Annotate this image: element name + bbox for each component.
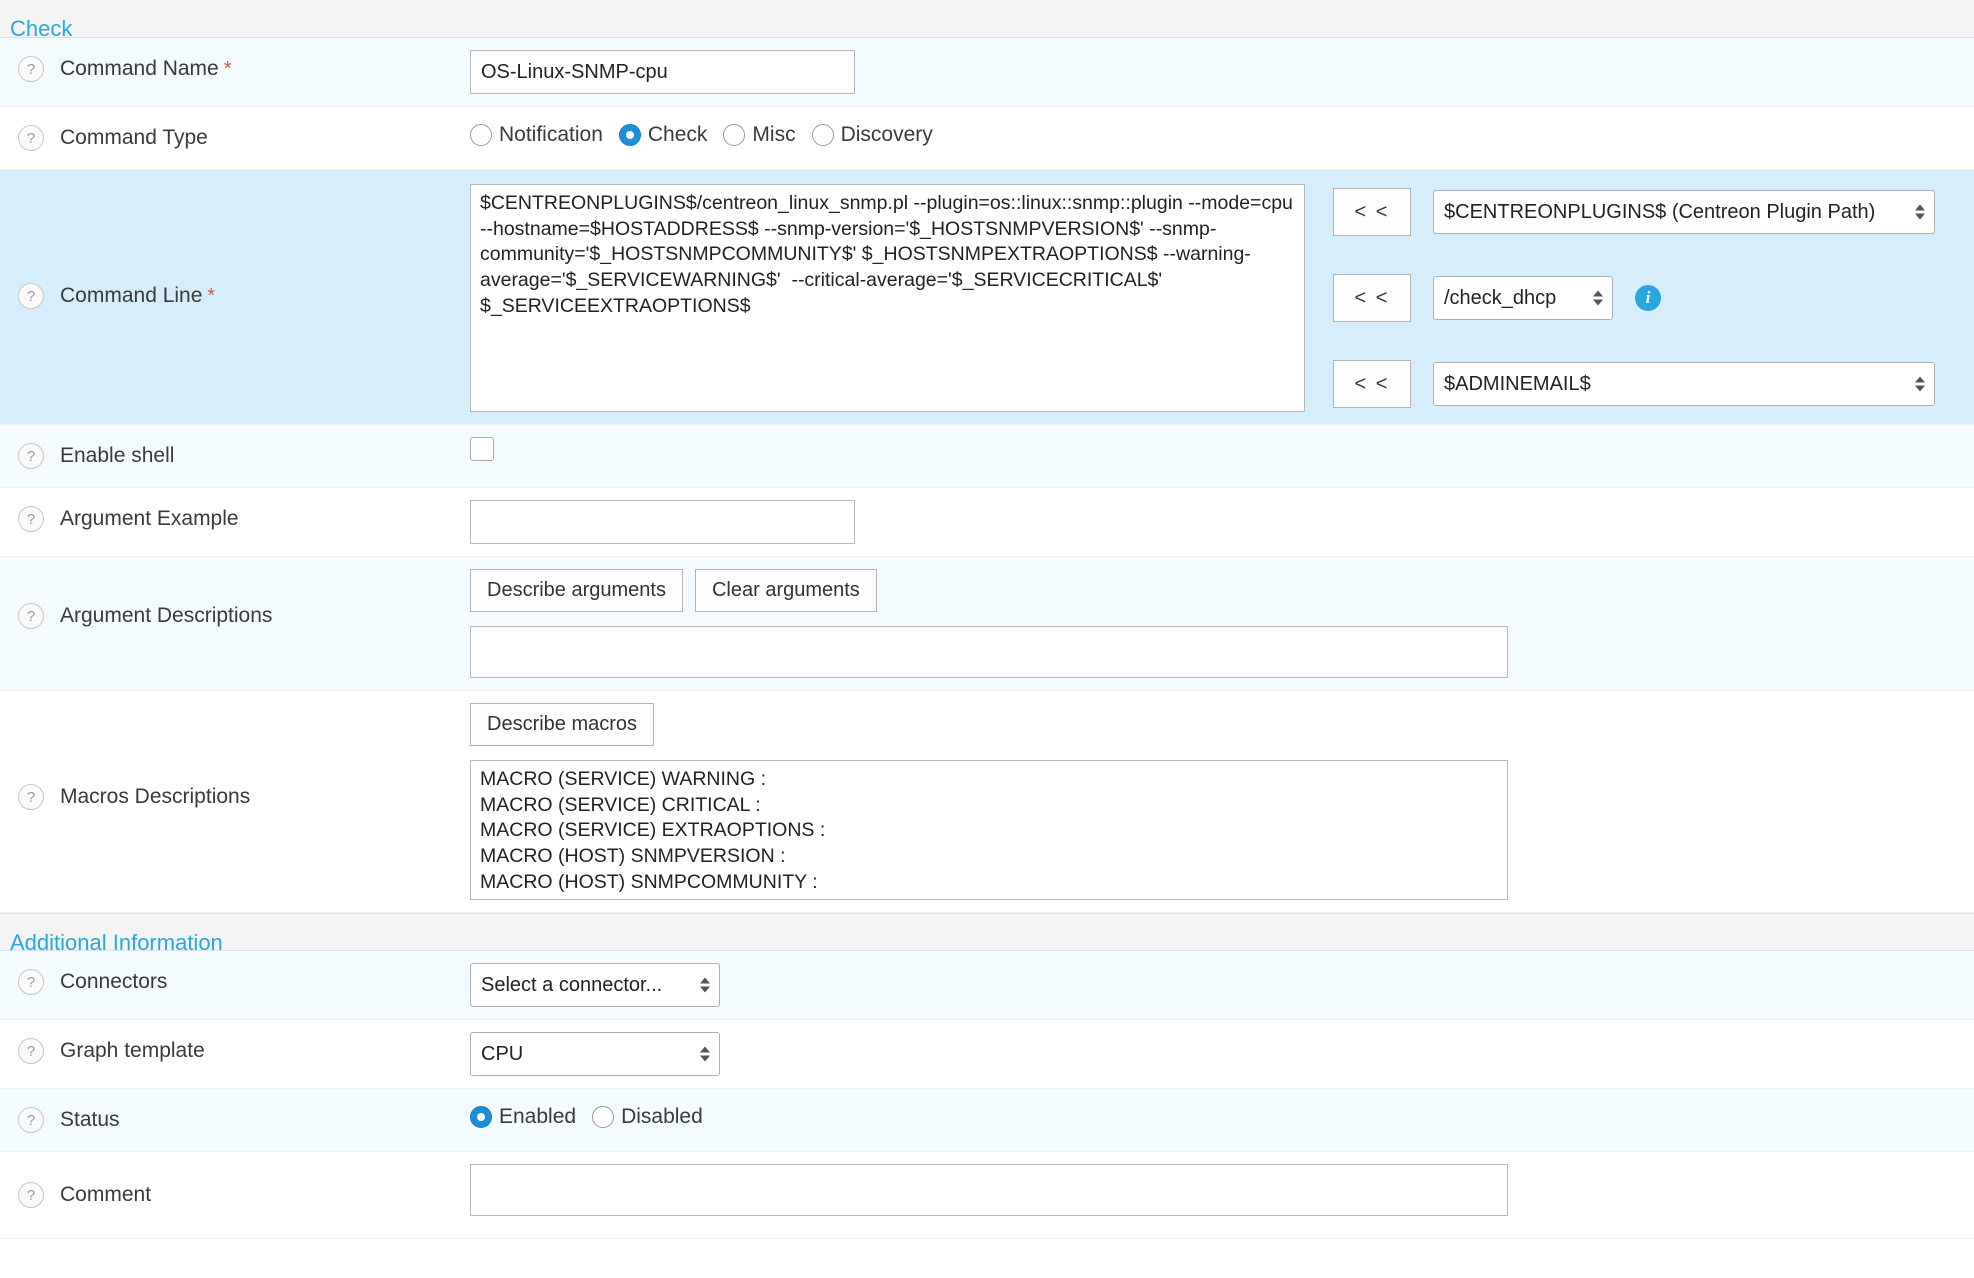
macros-descriptions-label: Macros Descriptions: [60, 785, 251, 808]
connectors-select[interactable]: [470, 963, 720, 1007]
label-cell-argument-descriptions: [0, 557, 470, 675]
help-icon[interactable]: ?: [18, 1038, 44, 1064]
radio-label: Enabled: [499, 1105, 577, 1128]
row-enable-shell: [0, 425, 1974, 488]
label-cell-connectors: [0, 951, 470, 1013]
chevron-updown-icon: [1915, 205, 1925, 220]
field-cell-command-type: [470, 107, 1974, 159]
row-graph-template: [0, 1020, 1974, 1089]
help-icon[interactable]: ?: [18, 56, 44, 82]
radio-label: Discovery: [840, 123, 933, 146]
command-type-label: Command Type: [60, 126, 208, 149]
radio-label: Misc: [752, 123, 796, 146]
field-cell-enable-shell: [470, 425, 1974, 473]
field-cell-argument-example: [470, 488, 1974, 556]
status-radio-group: [470, 1101, 719, 1129]
help-icon[interactable]: ?: [18, 506, 44, 532]
radio-label: Check: [647, 123, 708, 146]
info-icon[interactable]: i: [1635, 285, 1661, 311]
connectors-label: Connectors: [60, 970, 168, 993]
radio-circle[interactable]: [470, 1106, 492, 1128]
graph-template-select-value: CPU: [481, 1042, 524, 1065]
field-cell-command-line: [470, 170, 1974, 424]
row-command-name: [0, 38, 1974, 107]
check-command-select[interactable]: [1433, 276, 1613, 320]
describe-arguments-button[interactable]: Describe arguments: [470, 569, 683, 612]
argument-example-input[interactable]: [470, 500, 855, 544]
macro-select[interactable]: [1433, 362, 1935, 406]
radio-command-type-discovery[interactable]: [812, 123, 933, 147]
label-cell-macros-descriptions: [0, 691, 470, 903]
field-cell-graph-template: [470, 1020, 1974, 1088]
radio-status-enabled[interactable]: [470, 1105, 576, 1129]
chevron-updown-icon: [700, 978, 710, 993]
section-header-check: Check: [0, 0, 1974, 38]
chevron-updown-icon: [700, 1047, 710, 1062]
help-icon[interactable]: ?: [18, 784, 44, 810]
help-icon[interactable]: ?: [18, 969, 44, 995]
comment-textarea[interactable]: [470, 1164, 1508, 1216]
field-cell-macros-descriptions: [470, 691, 1974, 912]
radio-label: Notification: [499, 123, 603, 146]
help-icon[interactable]: ?: [18, 1182, 44, 1208]
label-cell-command-line: [0, 170, 470, 422]
label-cell-argument-example: [0, 488, 470, 550]
radio-status-disabled[interactable]: [592, 1105, 703, 1129]
status-label: Status: [60, 1108, 120, 1131]
row-argument-example: [0, 488, 1974, 557]
clear-arguments-button[interactable]: Clear arguments: [695, 569, 877, 612]
check-command-row: [1333, 274, 1935, 322]
label-cell-graph-template: [0, 1020, 470, 1082]
radio-circle[interactable]: [812, 124, 834, 146]
macros-descriptions-buttons: [470, 703, 1508, 746]
graph-template-label: Graph template: [60, 1039, 205, 1062]
macros-descriptions-stack: [470, 703, 1508, 900]
argument-descriptions-stack: [470, 569, 1508, 678]
macro-select-value: $ADMINEMAIL$: [1444, 372, 1591, 395]
comment-label: Comment: [60, 1183, 152, 1206]
check-command-select-value: /check_dhcp: [1444, 286, 1557, 309]
label-cell-status: [0, 1089, 470, 1151]
insert-macro-button[interactable]: < <: [1333, 360, 1411, 408]
command-name-label: Command Name: [60, 57, 219, 80]
row-macros-descriptions: [0, 691, 1974, 913]
required-marker: *: [223, 57, 232, 80]
help-icon[interactable]: ?: [18, 283, 44, 309]
radio-circle[interactable]: [619, 124, 641, 146]
graph-template-select[interactable]: [470, 1032, 720, 1076]
enable-shell-label: Enable shell: [60, 444, 175, 467]
chevron-updown-icon: [1915, 377, 1925, 392]
row-command-type: [0, 107, 1974, 170]
field-cell-argument-descriptions: [470, 557, 1974, 690]
argument-example-label: Argument Example: [60, 507, 239, 530]
field-cell-status: [470, 1089, 1974, 1141]
plugin-path-row: [1333, 188, 1935, 236]
row-command-line: [0, 170, 1974, 425]
radio-command-type-misc[interactable]: [723, 123, 795, 147]
field-cell-connectors: [470, 951, 1974, 1019]
radio-circle[interactable]: [723, 124, 745, 146]
connectors-select-value: Select a connector...: [481, 973, 663, 996]
macros-descriptions-textarea[interactable]: [470, 760, 1508, 900]
plugin-path-select-value: $CENTREONPLUGINS$ (Centreon Plugin Path): [1444, 200, 1876, 223]
describe-macros-button[interactable]: Describe macros: [470, 703, 654, 746]
command-type-radio-group: [470, 119, 949, 147]
section-header-additional-information: Additional Information: [0, 913, 1974, 951]
field-cell-command-name: [470, 38, 1974, 106]
row-connectors: [0, 951, 1974, 1020]
radio-command-type-check[interactable]: [619, 123, 708, 147]
command-line-textarea[interactable]: [470, 184, 1305, 412]
command-line-helpers: [1333, 184, 1935, 408]
row-comment: [0, 1152, 1974, 1239]
plugin-path-select[interactable]: [1433, 190, 1935, 234]
label-cell-command-name: [0, 38, 470, 100]
argument-descriptions-textarea[interactable]: [470, 626, 1508, 678]
argument-descriptions-label: Argument Descriptions: [60, 604, 273, 627]
insert-plugin-path-button[interactable]: < <: [1333, 188, 1411, 236]
help-icon[interactable]: ?: [18, 443, 44, 469]
radio-circle[interactable]: [470, 124, 492, 146]
command-name-input[interactable]: [470, 50, 855, 94]
help-icon[interactable]: ?: [18, 125, 44, 151]
macro-row: [1333, 360, 1935, 408]
argument-descriptions-buttons: [470, 569, 1508, 612]
label-cell-comment: [0, 1152, 470, 1238]
radio-circle[interactable]: [592, 1106, 614, 1128]
command-line-label: Command Line: [60, 284, 203, 307]
help-icon[interactable]: ?: [18, 603, 44, 629]
label-cell-command-type: [0, 107, 470, 169]
radio-command-type-notification[interactable]: [470, 123, 603, 147]
help-icon[interactable]: ?: [18, 1107, 44, 1133]
chevron-updown-icon: [1593, 291, 1603, 306]
field-cell-comment: [470, 1152, 1974, 1228]
row-argument-descriptions: [0, 557, 1974, 691]
radio-label: Disabled: [621, 1105, 703, 1128]
insert-check-command-button[interactable]: < <: [1333, 274, 1411, 322]
required-marker: *: [207, 284, 216, 307]
label-cell-enable-shell: [0, 425, 470, 487]
row-status: [0, 1089, 1974, 1152]
enable-shell-checkbox[interactable]: [470, 437, 494, 461]
